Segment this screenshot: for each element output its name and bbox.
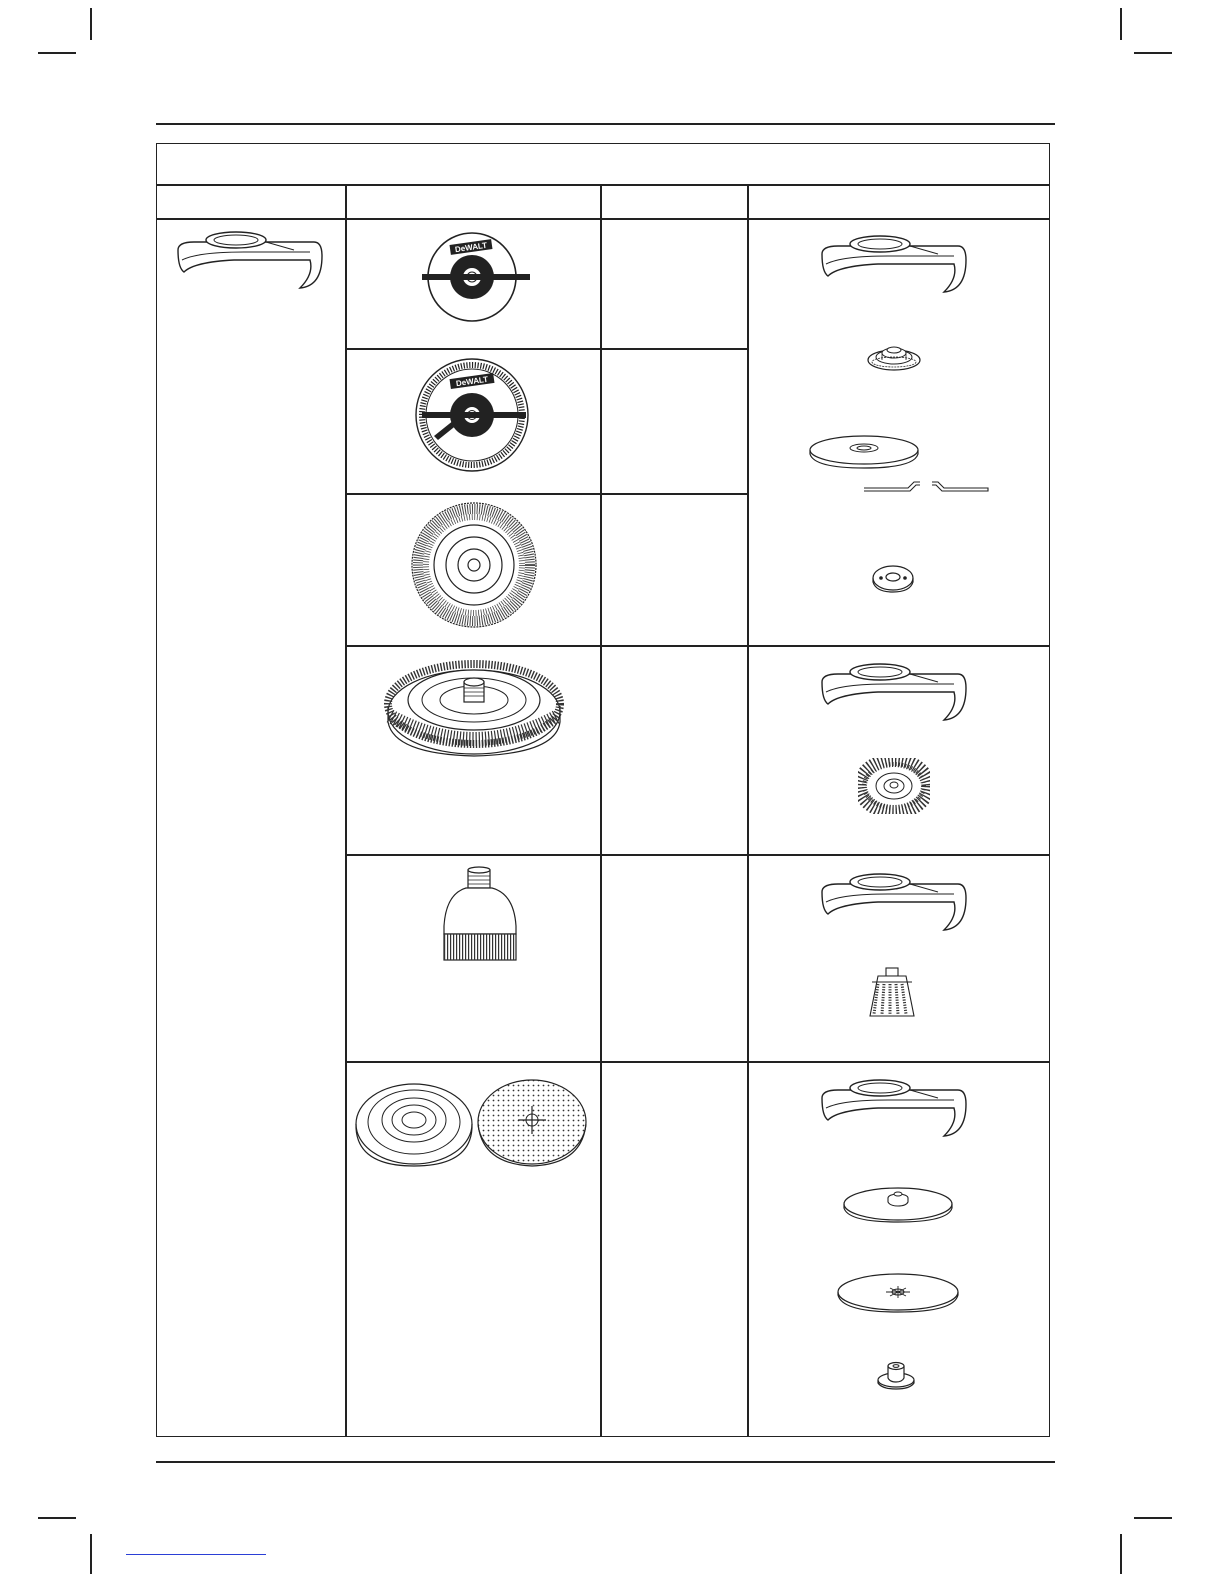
crop-mark — [1120, 1534, 1122, 1574]
guard-icon — [818, 1076, 970, 1138]
table-row-divider — [156, 218, 1050, 220]
wire-wheel-icon — [406, 500, 544, 630]
backing-flange-icon — [866, 340, 922, 374]
clamp-nut-icon — [876, 1358, 916, 1390]
crop-mark — [1120, 8, 1122, 40]
column-divider — [747, 184, 749, 1437]
backing-pad-icon — [842, 1182, 954, 1226]
cup-brush-icon — [864, 966, 920, 1018]
sanding-disc-icon — [476, 1078, 590, 1168]
table-row-divider — [345, 1061, 1050, 1063]
guard-icon — [818, 870, 970, 932]
crop-mark — [1134, 52, 1172, 54]
crop-mark — [90, 1534, 92, 1574]
brand-logo: DeWALT — [455, 374, 489, 389]
cup-brush-icon — [436, 864, 526, 964]
disc-profile-icon — [862, 478, 992, 494]
diamond-wheel-icon — [414, 358, 538, 474]
guard-icon — [818, 232, 970, 294]
brand-logo: DeWALT — [454, 240, 488, 255]
guard-icon — [174, 228, 326, 290]
cutting-disc-icon — [414, 226, 538, 328]
guard-icon — [818, 660, 970, 722]
table-row-divider — [345, 645, 1050, 647]
table-row-divider — [345, 348, 748, 350]
table-row-divider — [345, 854, 1050, 856]
column-divider — [600, 184, 602, 1437]
footer-link-underline — [126, 1554, 266, 1555]
crop-mark — [38, 52, 76, 54]
crop-mark — [90, 8, 92, 40]
backing-pad-icon — [354, 1078, 474, 1168]
cutting-disc-icon — [808, 432, 920, 472]
sanding-disc-icon — [836, 1270, 960, 1314]
header-rule — [156, 123, 1055, 125]
clamp-nut-icon — [870, 562, 916, 594]
knotted-wire-wheel-icon — [858, 758, 930, 814]
crop-mark — [38, 1517, 76, 1519]
footer-rule — [156, 1461, 1055, 1463]
column-divider — [345, 184, 347, 1437]
knotted-wire-wheel-icon — [384, 654, 566, 760]
table-row-divider — [156, 184, 1050, 186]
table-row-divider — [345, 493, 748, 495]
crop-mark — [1134, 1517, 1172, 1519]
